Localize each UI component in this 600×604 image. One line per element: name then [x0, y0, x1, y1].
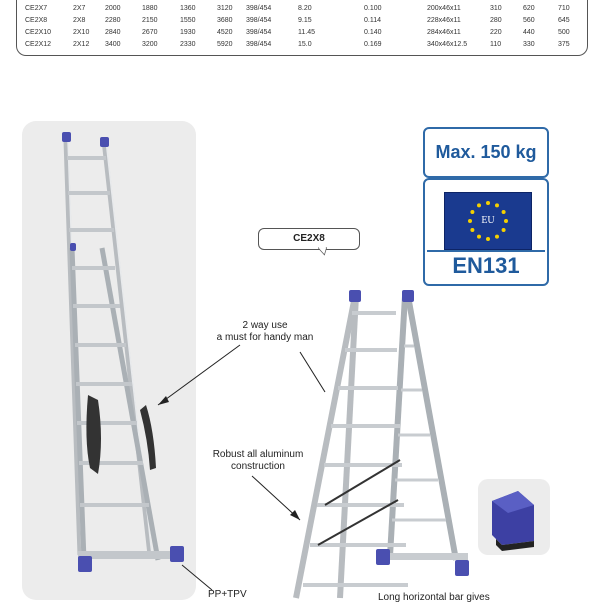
table-cell: 310 — [490, 5, 502, 12]
max-load-badge — [423, 127, 549, 178]
table-cell: 340x46x12.5 — [427, 41, 468, 48]
two-way-use-label — [205, 320, 325, 344]
table-cell: 11.45 — [298, 29, 315, 36]
table-cell: 220 — [490, 29, 502, 36]
table-cell: 3680 — [217, 17, 233, 24]
table-cell: 1930 — [180, 29, 196, 36]
table-cell: 280 — [490, 17, 502, 24]
table-cell: 228x46x11 — [427, 17, 461, 24]
table-cell: 0.100 — [364, 5, 382, 12]
table-cell: 1360 — [180, 5, 196, 12]
eu-flag-icon — [444, 192, 532, 250]
table-cell: 3120 — [217, 5, 233, 12]
ladder-foot-icon — [478, 479, 550, 555]
table-cell: 1880 — [142, 5, 158, 12]
table-cell: 440 — [523, 29, 535, 36]
table-cell: 200x46x11 — [427, 5, 461, 12]
table-cell: 398/454 — [246, 41, 272, 48]
table-cell: 620 — [523, 5, 535, 12]
pp-tpv-label: PP+TPV — [208, 589, 247, 600]
construction-text: construction — [231, 461, 285, 472]
table-cell: 2670 — [142, 29, 158, 36]
table-cell: 2280 — [105, 17, 121, 24]
table-cell: 2150 — [142, 17, 158, 24]
table-cell: 2330 — [180, 41, 196, 48]
table-cell: 375 — [558, 41, 570, 48]
table-cell: 398/454 — [246, 5, 272, 12]
table-cell: 284x46x11 — [427, 29, 461, 36]
table-cell: 5920 — [217, 41, 233, 48]
table-cell: 9.15 — [298, 17, 312, 24]
table-cell: 500 — [558, 29, 570, 36]
max-load-text: Max. 150 kg — [435, 142, 537, 162]
table-cell: 2X8 — [73, 17, 86, 24]
table-cell: 2X10 — [73, 29, 90, 36]
table-cell: 0.169 — [364, 41, 382, 48]
callout-tail — [318, 247, 328, 257]
robust-text: Robust all aluminum — [212, 449, 304, 460]
table-cell: 398/454 — [246, 17, 272, 24]
table-cell: 2X12 — [73, 41, 90, 48]
table-cell: 1550 — [180, 17, 196, 24]
table-cell: 0.140 — [364, 29, 382, 36]
table-cell: CE2X7 — [25, 5, 48, 12]
table-cell: 0.114 — [364, 17, 381, 24]
en131-badge — [423, 178, 549, 286]
handy-man-text: a must for handy man — [216, 332, 314, 343]
table-cell: 15.0 — [298, 41, 312, 48]
table-cell: 330 — [523, 41, 535, 48]
table-cell: 3400 — [105, 41, 121, 48]
table-cell: 710 — [558, 5, 570, 12]
table-cell: 645 — [558, 17, 570, 24]
en131-text: EN131 — [452, 253, 520, 278]
table-cell: 4520 — [217, 29, 233, 36]
table-cell: 8.20 — [298, 5, 312, 12]
table-cell: 2840 — [105, 29, 121, 36]
table-cell: 110 — [490, 41, 502, 48]
model-callout: CE2X8 — [258, 228, 360, 250]
table-cell: 398/454 — [246, 29, 272, 36]
table-cell: CE2X8 — [25, 17, 48, 24]
extension-ladder — [62, 132, 184, 572]
table-cell: 3200 — [142, 41, 158, 48]
eu-text: EU — [481, 215, 495, 226]
table-cell: CE2X12 — [25, 41, 52, 48]
table-cell: 2000 — [105, 5, 121, 12]
table-cell: 560 — [523, 17, 535, 24]
table-cell: CE2X10 — [25, 29, 52, 36]
two-way-use-text: 2 way use — [242, 320, 288, 331]
table-cell: 2X7 — [73, 5, 86, 12]
foot-detail-panel — [478, 479, 550, 555]
horizontal-bar-label: Long horizontal bar gives — [378, 592, 490, 603]
robust-label — [202, 449, 314, 473]
